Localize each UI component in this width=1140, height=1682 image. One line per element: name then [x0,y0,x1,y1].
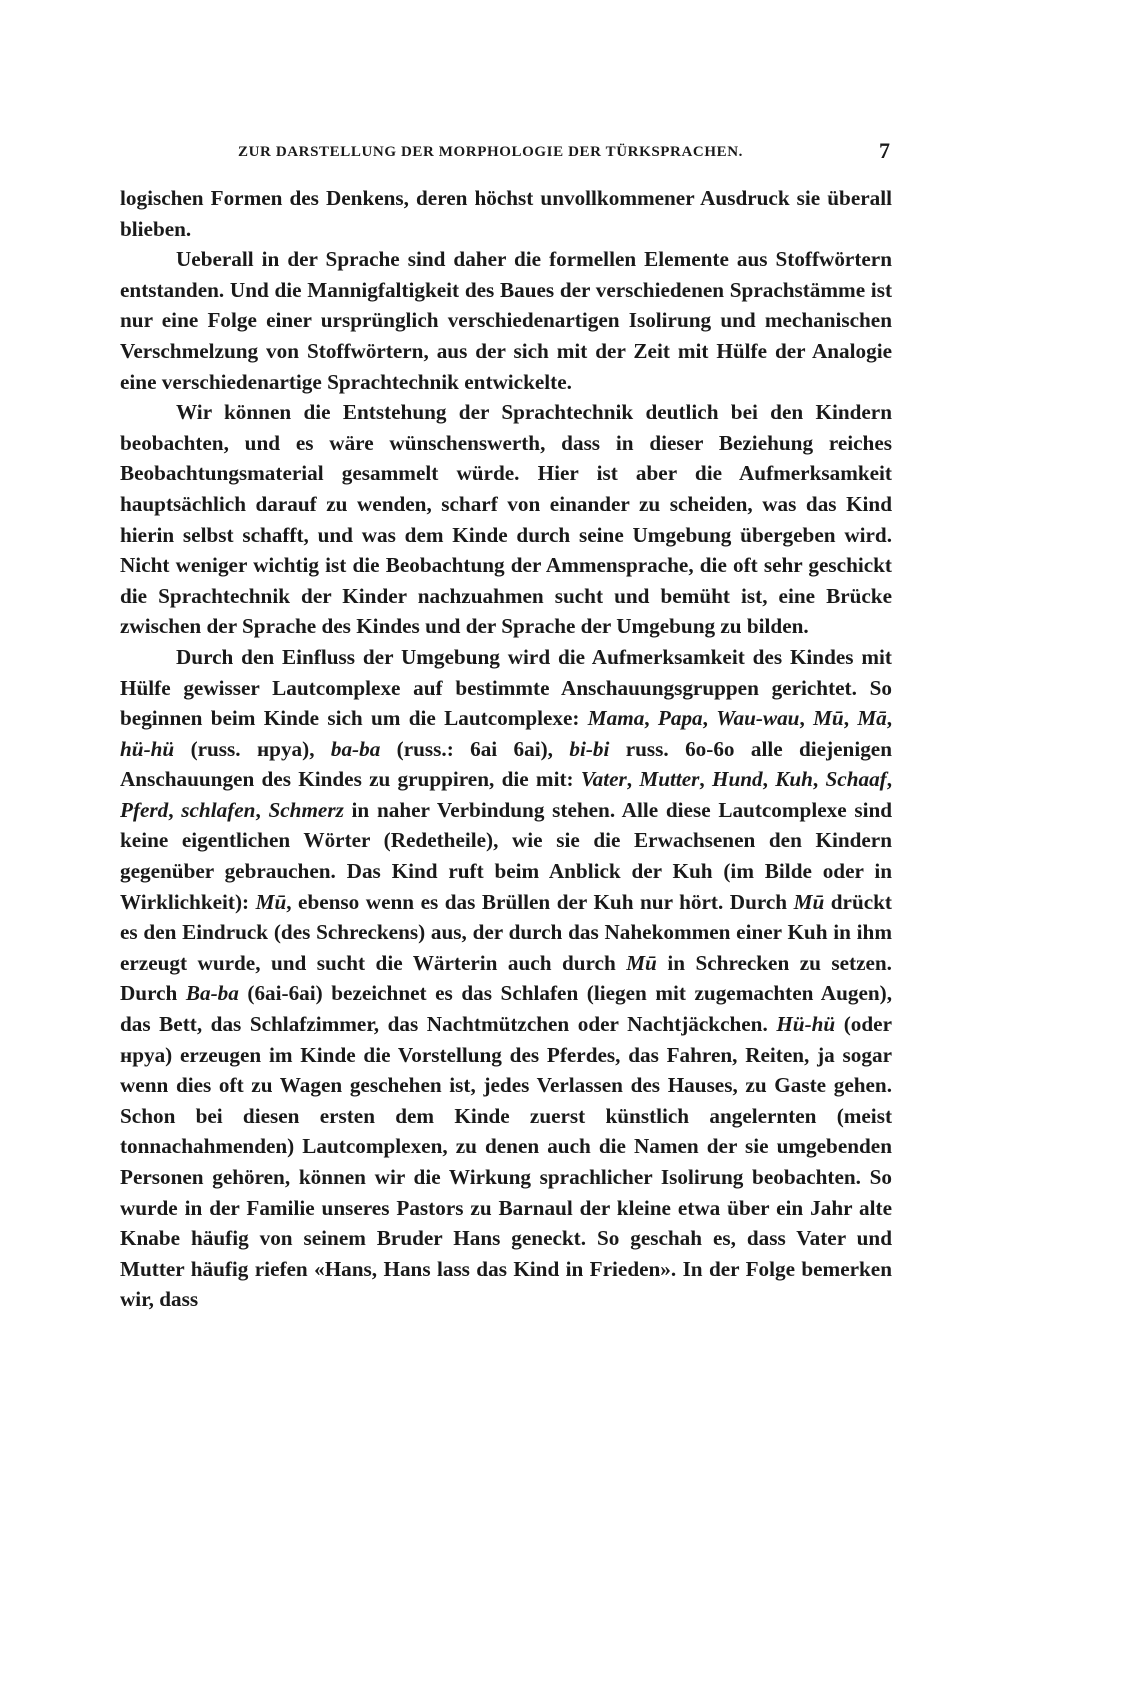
italic-term: Mā [857,706,887,731]
text-run: , [255,797,269,822]
text-run: (russ. нрya), [174,736,331,761]
italic-term: bi-bi [569,736,610,761]
text-run: , [886,767,893,792]
text-run: , [626,767,640,792]
italic-term: Mū [813,706,844,731]
italic-term: Vater [580,767,627,792]
text-run: Durch den Einfluss der Umgebung wird die Aufmerksamkeit des Kindes mit Hülfe gewisser Lautcomplexe auf bestimmte Anschauungsgruppen gerichtet. So beginnen beim Kinde sich um die Lautcomplexe: [120,644,892,731]
text-run: , [799,706,814,731]
text-run: , [644,706,658,731]
italic-term: Mū [255,889,287,914]
italic-term: hü-hü [120,736,175,761]
text-run: , [168,797,182,822]
text-run: , [812,767,826,792]
text-run: , [886,706,893,731]
running-head: ZUR DARSTELLUNG DER MORPHOLOGIE DER TÜRKSPRACHEN. [238,144,744,160]
paragraph [120,642,892,1315]
body-text [120,183,892,1315]
text-run: drückt es den Eindruck (des Schreckens) aus, der durch das Nahekommen einer Kuh in ihm erzeugt wurde, und sucht die Wärterin auch durch [120,889,892,975]
italic-term: Mū [626,950,657,975]
text-run: , [699,767,712,792]
text-run: , [843,706,858,731]
italic-term: Mutter [639,767,700,792]
italic-term: schlafen [181,797,256,822]
text-run: , ebenso wenn es das Brüllen der Kuh nur hört. Durch [286,889,794,914]
page-header [120,138,890,174]
paragraph [120,397,892,642]
paragraph [120,244,892,397]
text-run: (oder нрya) erzeugen im Kinde die Vorstellung des Pferdes, das Fahren, Reiten, ja sogar wenn dies oft zu Wagen geschehen ist, jedes Verlassen des Hauses, zu Gaste gehen. Schon bei diesen ersten dem Kinde zuerst künstlich angelernten (meist tonnachahmenden) Lautcomplexen, zu denen auch die Namen der sie umgebenden Personen gehören, können wir die Wirkung sprachlicher Isolirung beobachten. So wurde in der Familie unseres Pastors zu Barnaul der kleine etwa über ein Jahr alte Knabe häufig von seinem Bruder Hans geneckt. So geschah es, dass Vater und Mutter häufig riefen «Hans, Hans lass das Kind in Frieden». In der Folge bemerken wir, dass [120,1012,892,1312]
italic-term: Wau-wau [716,706,800,731]
page-number: 7 [879,138,890,163]
italic-term: Pferd [120,797,169,822]
text-run: Ueberall in der Sprache sind daher die formellen Elemente aus Stoffwörtern entstanden. Und die Mannigfaltigkeit des Baues der verschiedenen Sprachstämme ist nur eine Folge einer ursprünglich verschiedenartigen Isolirung und mechanischen Verschmelzung von Stoffwörtern, aus der sich mit der Zeit mit Hülfe der Analogie eine verschiedenartige Sprachtechnik entwickelte. [120,247,892,394]
italic-term: Schmerz [268,797,344,822]
text-run: Wir können die Entstehung der Sprachtechnik deutlich bei den Kindern beobachten, und es wäre wünschenswerth, dass in dieser Beziehung reiches Beobachtungsmaterial gesammelt würde. Hier ist aber die Aufmerksamkeit hauptsächlich darauf zu wenden, scharf von einander zu scheiden, was das Kind hierin selbst schafft, und was dem Kinde durch seine Umgebung übergeben wird. Nicht weniger wichtig ist die Beobachtung der Ammensprache, die oft sehr geschickt die Sprachtechnik der Kinder nachzuahmen sucht und bemüht ist, eine Brücke zwischen der Sprache des Kindes und der Sprache der Umgebung zu bilden. [120,400,892,639]
italic-term: Mama [587,706,645,731]
text-run: , [762,767,776,792]
text-run: logischen Formen des Denkens, deren höchst unvollkommener Ausdruck sie überall blieben. [120,186,892,241]
text-run: (6ai-6ai) bezeichnet es das Schlafen (liegen mit zugemachten Augen), das Bett, das Schlafzimmer, das Nachtmützchen oder Nachtjäckchen. [120,981,892,1037]
italic-term: Mū [793,889,825,914]
text-run: in Schrecken zu setzen. Durch [120,950,892,1006]
text-run: in naher Verbindung stehen. Alle diese Lautcomplexe sind keine eigentlichen Wörter (Redetheile), wie sie die Erwachsenen den Kindern gegenüber gebrauchen. Das Kind ruft beim Anblick der Kuh (im Bilde oder in Wirklichkeit): [120,797,893,914]
italic-term: Kuh [775,767,813,792]
paragraph [120,183,892,244]
italic-term: Hü-hü [776,1012,836,1037]
italic-term: Ba-ba [185,981,239,1006]
text-run: , [702,706,717,731]
italic-term: Hund [711,767,763,792]
text-run: russ. 6o-6o alle diejenigen Anschauungen des Kindes zu gruppiren, die mit: [120,736,892,792]
text-run: (russ.: 6ai 6ai), [380,736,570,761]
italic-term: Schaaf [825,767,887,792]
italic-term: Papa [657,706,703,731]
italic-term: ba-ba [330,736,381,761]
